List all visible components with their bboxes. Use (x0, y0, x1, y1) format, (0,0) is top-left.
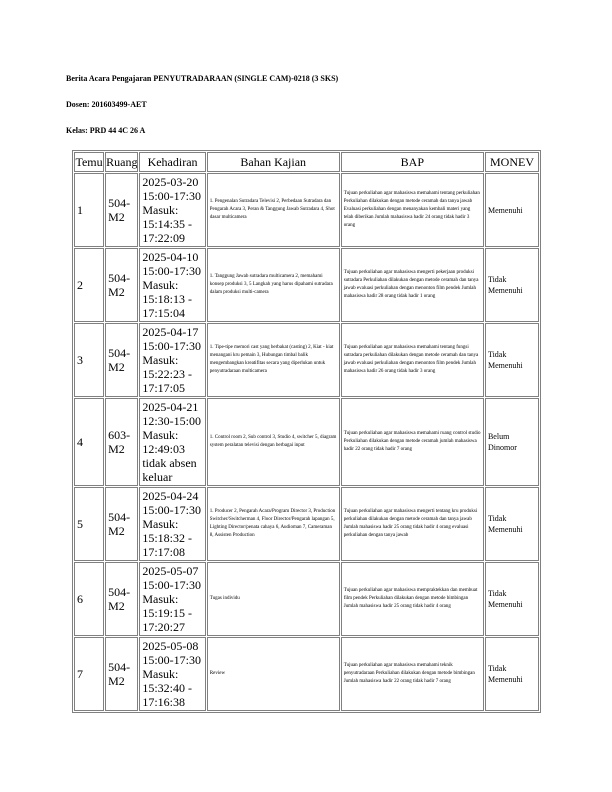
ruang-line: M2 (108, 360, 125, 374)
temu-cell: 2 (74, 248, 104, 322)
kehadiran-cell (139, 248, 205, 322)
kehadiran-line: 2025-04-17 (142, 325, 199, 339)
monev-cell: Tidak Memenuhi (485, 248, 539, 322)
kehadiran-line: 2025-04-24 (142, 489, 199, 503)
bahan-kajian-cell: Review (207, 637, 340, 711)
ruang-cell (105, 323, 138, 397)
bahan-kajian-cell: Tugas individu (207, 562, 340, 636)
kehadiran-line: 15:19:15 - (142, 606, 192, 620)
ruang-cell (105, 487, 138, 561)
kehadiran-line: Masuk: (142, 278, 179, 292)
kehadiran-line: Masuk: (142, 592, 179, 606)
bahan-kajian-cell: 1. Tanggung Jawab sutradara multicamera 2, memahami konsep produksi 3, 5 Langkah yang harus dipahami sutradara dalam produksi multi-camera (207, 248, 340, 322)
table-row (74, 637, 539, 711)
kehadiran-line: 12:49:03 (142, 442, 185, 456)
table-row (74, 398, 539, 486)
ruang-line: 504- (108, 585, 131, 599)
kehadiran-line: 2025-05-08 (142, 639, 199, 653)
bap-cell: Tujuan perkuliahan agar mahasiswa mengerti pekerjaan produksi sutradara Perkuliahan dilakukan dengan metode ceramah dan tanya jawab evaluasi perkuliahan dengan menonton film pendek Jumlah mahasiswa hadir 28 orang tidak hadir 1 orang (341, 248, 484, 322)
table-row (74, 173, 539, 247)
kehadiran-line: Masuk: (142, 203, 179, 217)
monev-cell: Memenuhi (485, 173, 539, 247)
kehadiran-line: 17:20:27 (142, 620, 185, 634)
column-header-kehadiran: Kehadiran (139, 152, 205, 172)
column-header-ruang: Ruang (105, 152, 138, 172)
ruang-line: 504- (108, 510, 131, 524)
ruang-line: 504- (108, 196, 131, 210)
temu-cell: 6 (74, 562, 104, 636)
monev-cell: Tidak Memenuhi (485, 487, 539, 561)
table-row (74, 487, 539, 561)
bahan-kajian-cell: 1. Pengenalan Sutradara Televisi 2, Perbedaan Sutradara dan Pengarah Acara 3, Peran & Tanggung Jawab Sutradara 4, Shot dasar multicamera (207, 173, 340, 247)
bahan-kajian-cell: 1. Tipe-tipe memori cast yang berbakat (casting) 2, Kiat - kiat menangani kru pemain 3, Hubungan timbal balik mengembangkan kreatifitas secara yang diperlukan untuk penyutradaraan multicamera (207, 323, 340, 397)
temu-cell: 3 (74, 323, 104, 397)
kehadiran-line: tidak absen (142, 456, 197, 470)
bap-cell: Tujuan perkuliahan agar mahasiswa mempraktekkan dan membuat film pendek Perkuliahan dilakukan dengan metode bimbingan Jumlah mahasiswa hadir 25 orang tidak hadir 4 orang (341, 562, 484, 636)
bap-cell: Tujuan perkuliahan agar mahasiswa memahami tentang perkuliahan Perkuliahan dilakukan dengan metode ceramah dan tanya jawab Evaluasi perkuliahan dengan menanyakan kembali materi yang telah diberikan Jumlah mahasiswa hadir 24 orang tidak hadir 3 orang (341, 173, 484, 247)
kehadiran-line: 12:30-15:00 (142, 414, 201, 428)
column-header-bap: BAP (341, 152, 484, 172)
ruang-line: 504- (108, 271, 131, 285)
kehadiran-line: 15:00-17:30 (142, 503, 201, 517)
dosen-label: Dosen: 201603499-AET (66, 100, 147, 109)
ruang-cell (105, 637, 138, 711)
bap-cell: Tujuan perkuliahan agar mahasiswa memahami ruang control studio Perkuliahan dilakukan dengan metode ceramah jumlah mahasiswa hadir 22 orang tidak hadir 7 orang (341, 398, 484, 486)
kehadiran-cell (139, 562, 205, 636)
kehadiran-line: 15:00-17:30 (142, 578, 201, 592)
monev-cell: Tidak Memenuhi (485, 637, 539, 711)
ruang-line: 504- (108, 660, 131, 674)
bap-table (72, 150, 541, 713)
monev-cell: Belum Dinomor (485, 398, 539, 486)
kehadiran-line: Masuk: (142, 667, 179, 681)
ruang-line: M2 (108, 285, 125, 299)
monev-cell: Tidak Memenuhi (485, 323, 539, 397)
table-row (74, 562, 539, 636)
kehadiran-cell (139, 487, 205, 561)
ruang-cell (105, 248, 138, 322)
bahan-kajian-cell: 1. Control room 2, Sub control 3, Studio 4, switcher 5, diagram system peralatan televisi dengan berbagai input (207, 398, 340, 486)
kehadiran-line: 15:22:23 - (142, 367, 192, 381)
bap-cell: Tujuan perkuliahan agar mahasiswa memahami tentang fungsi sutradara perkuliahan dilakukan dengan metode ceramah dan tanya jawab evaluasi perkuliahan dengan menonton film pendek Jumlah mahasiswa hadir 26 orang tidak hadir 3 orang (341, 323, 484, 397)
kehadiran-line: Masuk: (142, 517, 179, 531)
kehadiran-line: 17:22:09 (142, 231, 185, 245)
ruang-line: M2 (108, 210, 125, 224)
kehadiran-line: keluar (142, 470, 173, 484)
ruang-line: M2 (108, 524, 125, 538)
kehadiran-line: 15:00-17:30 (142, 653, 201, 667)
temu-cell: 5 (74, 487, 104, 561)
kehadiran-cell (139, 398, 205, 486)
monev-cell: Tidak Memenuhi (485, 562, 539, 636)
temu-cell: 1 (74, 173, 104, 247)
kehadiran-line: 15:00-17:30 (142, 189, 201, 203)
ruang-line: M2 (108, 674, 125, 688)
kehadiran-line: 15:32:40 - (142, 681, 192, 695)
table-header-row (74, 152, 539, 172)
bap-cell: Tujuan perkuliahan agar mahasiswa memahami teknik penyutradaraan Perkuliahan dilakukan dengan metode bimbingan Jumlah mahasiswa hadir 22 orang tidak hadir 7 orang (341, 637, 484, 711)
temu-cell: 7 (74, 637, 104, 711)
ruang-cell (105, 562, 138, 636)
ruang-line: 603- (108, 428, 131, 442)
kehadiran-cell (139, 173, 205, 247)
kehadiran-line: Masuk: (142, 353, 179, 367)
kehadiran-line: 15:18:32 - (142, 531, 192, 545)
ruang-line: M2 (108, 442, 125, 456)
kehadiran-line: 15:00-17:30 (142, 339, 201, 353)
document-title: Berita Acara Pengajaran PENYUTRADARAAN (SINGLE CAM)-0218 (3 SKS) (66, 74, 339, 83)
kehadiran-line: 15:00-17:30 (142, 264, 201, 278)
temu-cell: 4 (74, 398, 104, 486)
bahan-kajian-cell: 1. Producer 2, Pengarah Acara/Program Director 3, Production Switcher/Switcherman 4, Floor Director/Pengarah lapangan 5, Lighting Director/penata cahaya 6, Audioman 7, Cameraman 8, Assisten Production (207, 487, 340, 561)
ruang-line: M2 (108, 599, 125, 613)
table-row (74, 323, 539, 397)
column-header-monev: MONEV (485, 152, 539, 172)
kehadiran-line: 17:17:08 (142, 545, 185, 559)
bap-cell: Tujuan perkuliahan agar mahasiswa mengerti tentang kru produksi perkuliahan dilakukan dengan metode ceramah dan tanya jawab Jumlah mahasiswa hadir 25 orang tidak hadir 4 orang evaluasi perkuliahan dengan tanya jawab (341, 487, 484, 561)
kehadiran-line: 17:15:04 (142, 306, 185, 320)
kehadiran-line: 2025-05-07 (142, 564, 199, 578)
kehadiran-line: 17:17:05 (142, 381, 185, 395)
kehadiran-line: 2025-03-20 (142, 175, 199, 189)
column-header-bahan-kajian: Bahan Kajian (207, 152, 340, 172)
ruang-line: 504- (108, 346, 131, 360)
kehadiran-line: Masuk: (142, 428, 179, 442)
kehadiran-cell (139, 637, 205, 711)
kehadiran-line: 2025-04-21 (142, 400, 199, 414)
kelas-label: Kelas: PRD 44 4C 26 A (66, 126, 146, 135)
kehadiran-cell (139, 323, 205, 397)
kehadiran-line: 15:14:35 - (142, 217, 192, 231)
ruang-cell (105, 398, 138, 486)
kehadiran-line: 15:18:13 - (142, 292, 192, 306)
kehadiran-line: 17:16:38 (142, 695, 185, 709)
ruang-cell (105, 173, 138, 247)
kehadiran-line: 2025-04-10 (142, 250, 199, 264)
column-header-temu: Temu (74, 152, 104, 172)
table-row (74, 248, 539, 322)
